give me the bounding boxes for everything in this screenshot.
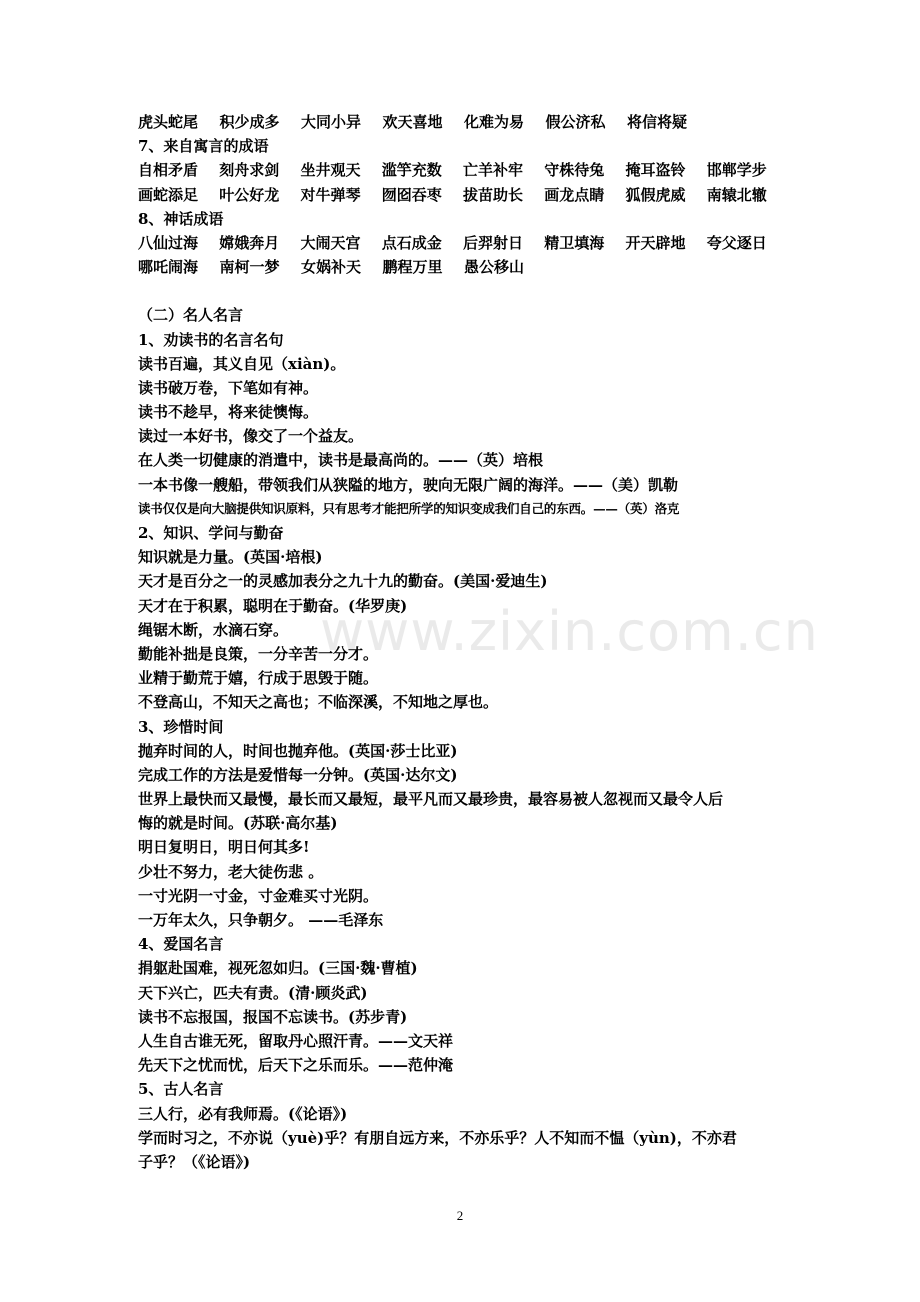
quote-line: 不登高山，不知天之高也；不临深溪，不知地之厚也。 <box>138 693 499 712</box>
subsection-heading: 5、古人名言 <box>138 1080 224 1099</box>
idiom: 精卫填海 <box>544 233 605 252</box>
idiom: 南辕北辙 <box>706 185 767 204</box>
idiom: 将信将疑 <box>627 113 688 131</box>
subsection-heading: 2、知识、学问与勤奋 <box>138 524 284 542</box>
quote-line: 完成工作的方法是爱惜每一分钟。(英国·达尔文) <box>138 765 458 784</box>
idiom: 守株待兔 <box>544 161 605 180</box>
idiom: 狐假虎威 <box>625 185 686 204</box>
idiom: 刻舟求剑 <box>219 161 280 180</box>
idiom: 对牛弹琴 <box>300 185 361 204</box>
idiom-row <box>138 183 788 207</box>
quote-line: 悔的就是时间。(苏联·高尔基) <box>138 814 338 833</box>
idiom: 大同小异 <box>301 113 362 131</box>
idiom: 八仙过海 <box>138 233 199 252</box>
idiom: 自相矛盾 <box>138 161 199 180</box>
spacer <box>138 279 788 303</box>
quote-line: 天下兴亡，匹夫有责。(清·顾炎武) <box>138 983 368 1002</box>
section-title: （二）名人名言 <box>138 306 244 325</box>
idiom: 囫囵吞枣 <box>381 185 442 204</box>
idiom: 拔苗助长 <box>463 185 524 204</box>
subsection-heading: 1、劝读书的名言名句 <box>138 330 284 349</box>
quote-line: 一本书像一艘船，带领我们从狭隘的地方，驶向无限广阔的海洋。——（美）凯勒 <box>138 475 679 494</box>
quote-line: 读书仅仅是向大脑提供知识原料，只有思考才能把所学的知识变成我们自己的东西。——（英）洛克 <box>138 500 680 516</box>
idiom: 开天辟地 <box>625 233 686 252</box>
quote-line: 一万年太久，只争朝夕。 ——毛泽东 <box>138 911 384 929</box>
idiom: 滥竽充数 <box>381 161 442 180</box>
quote-line: 勤能补拙是良策，一分辛苦一分才。 <box>138 644 379 663</box>
quote-line: 捐躯赴国难，视死忽如归。(三国·魏·曹植) <box>138 959 418 978</box>
idiom: 后羿射日 <box>463 233 524 252</box>
quote-line: 读书不忘报国，报国不忘读书。(苏步青) <box>138 1007 408 1026</box>
idiom: 鹏程万里 <box>382 258 443 277</box>
quote-line: 先天下之忧而忧，后天下之乐而乐。——范仲淹 <box>138 1056 454 1075</box>
quote-line: 业精于勤荒于嬉，行成于思毁于随。 <box>138 669 379 688</box>
idiom: 欢天喜地 <box>382 113 443 131</box>
subsection-heading: 4、爱国名言 <box>138 935 224 954</box>
section-heading: 7、来自寓言的成语 <box>138 137 269 156</box>
watermark: www.zixin.com.cn <box>320 600 819 663</box>
quote-line: 子乎？（《论语》) <box>138 1152 251 1171</box>
idiom: 画蛇添足 <box>138 185 199 204</box>
quote-line: 知识就是力量。(英国·培根) <box>138 548 323 567</box>
idiom: 嫦娥奔月 <box>219 233 280 252</box>
idiom: 画龙点睛 <box>544 185 605 204</box>
quote-line: 读书百遍，其义自见（xiàn)。 <box>138 354 346 373</box>
idiom: 叶公好龙 <box>219 185 280 204</box>
idiom-row <box>138 231 788 255</box>
section-heading: 8、神话成语 <box>138 209 224 228</box>
quote-line: 学而时习之，不亦说（yuè)乎？有朋自远方来，不亦乐乎？人不知而不愠（yùn)，不亦君 <box>138 1128 737 1147</box>
quote-line: 抛弃时间的人，时间也抛弃他。(英国·莎士比亚) <box>138 741 458 760</box>
quote-line: 一寸光阴一寸金，寸金难买寸光阴。 <box>138 886 379 905</box>
quote-line: 读书不趁早，将来徒懊悔。 <box>138 403 319 422</box>
quote-line: 三人行，必有我师焉。(《论语》) <box>138 1104 348 1123</box>
idiom-row <box>138 110 788 134</box>
idiom-row <box>138 158 788 182</box>
idiom: 邯郸学步 <box>706 161 767 180</box>
subsection-heading: 3、珍惜时间 <box>138 717 224 736</box>
quote-line: 少壮不努力，老大徒伤悲 。 <box>138 862 324 881</box>
quote-line: 在人类一切健康的消遣中，读书是最高尚的。——（英）培根 <box>138 451 544 470</box>
idiom-row <box>138 255 788 279</box>
quote-line: 读书破万卷，下笔如有神。 <box>138 378 319 397</box>
idiom: 点石成金 <box>381 233 442 252</box>
idiom: 化难为易 <box>464 113 525 131</box>
quote-line: 明日复明日，明日何其多! <box>138 838 310 857</box>
document-page <box>138 110 788 1174</box>
idiom: 积少成多 <box>219 113 280 131</box>
idiom: 哪吒闹海 <box>138 258 199 277</box>
idiom: 夸父逐日 <box>706 233 767 252</box>
idiom: 坐井观天 <box>300 161 361 180</box>
idiom: 虎头蛇尾 <box>138 113 199 131</box>
idiom: 愚公移山 <box>464 258 525 277</box>
idiom: 女娲补天 <box>301 258 362 277</box>
quote-line: 天才在于积累，聪明在于勤奋。(华罗庚) <box>138 596 408 615</box>
idiom: 假公济私 <box>545 113 606 131</box>
idiom: 大闹天宫 <box>300 233 361 252</box>
quote-line: 读过一本好书，像交了一个益友。 <box>138 427 364 446</box>
quote-line: 天才是百分之一的灵感加表分之九十九的勤奋。(美国·爱迪生) <box>138 572 548 591</box>
idiom: 南柯一梦 <box>219 258 280 277</box>
page-number: 2 <box>456 1208 464 1223</box>
idiom: 亡羊补牢 <box>463 161 524 180</box>
quote-line: 人生自古谁无死，留取丹心照汗青。——文天祥 <box>138 1031 454 1050</box>
idiom: 掩耳盗铃 <box>625 161 686 180</box>
quote-line: 绳锯木断，水滴石穿。 <box>138 620 289 639</box>
quote-line: 世界上最快而又最慢，最长而又最短，最平凡而又最珍贵，最容易被人忽视而又最令人后 <box>138 790 724 809</box>
